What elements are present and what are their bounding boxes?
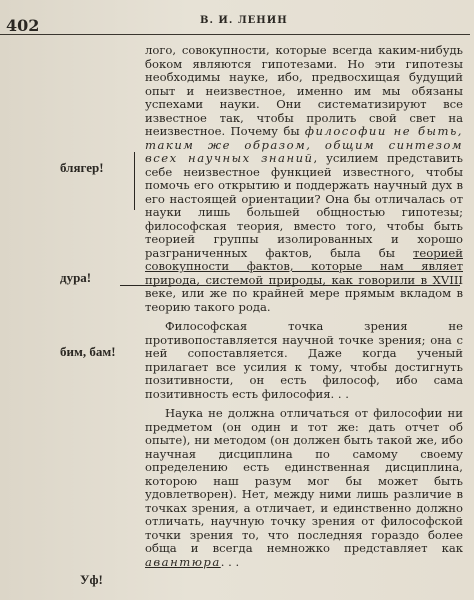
text-segment: Наука не должна отличаться от философии ни предметом (он один и тот же: дать отчет об опыте), ни методом (он должен быть такой же, ибо научная дисциплина по самому своему определению есть единственная дисциплина, которою наш разум мог бы может быть удовлетворен). Нет, между ними лишь различие в точках зрения, а отличает, и единственно должно отличать, научную точку зрения от философской точки зрения то, что последняя гораздо более обща и всегда немножко представляет как [145, 406, 463, 555]
margin-vertical-mark [134, 152, 135, 210]
text-segment: авантюра [145, 554, 221, 569]
header-rule [0, 34, 470, 35]
text-segment: теорией совокупности фактов, которые нам являет природа, системой природы [145, 245, 463, 287]
text-segment: Философская точка зрения не противопоставляется научной точке зрения; она с ней сопоставляется. Даже когда ученый прилагает все усилия к тому, чтобы достигнуть позитивности, он есть философ, ибо сама позитивность есть философия. . . [145, 319, 463, 401]
text-segment: лого, совокупности, которые всегда каким-нибудь боком являются гипотезами. Но эти гипотезы необходимы науке, ибо, предвосхищая будущий опыт и неизвестное, именно им мы обязаны успехами науки. Они систематизируют все известное так, чтобы пролить свой свет на неизвестное. Почему бы [145, 43, 463, 138]
margin-note-3: бим, бам! [60, 344, 116, 359]
paragraph-3 [145, 407, 463, 569]
text-segment: . . . [220, 554, 240, 569]
text-segment: , усилием представить себе неизвестное функцией известного, чтобы помочь его открытию и поддержать научный дух в его настоящей ориентации? Она бы отличалась от науки лишь большей общностью гипотезы; философская теория, вместо того, чтобы быть теорией группы изолированных и хорошо разграниченных фактов, была бы [145, 151, 463, 260]
running-title: В. И. ЛЕНИН [200, 15, 288, 26]
margin-note-1: блягер! [60, 160, 104, 175]
body-text [145, 44, 463, 569]
margin-note-2: дура! [60, 270, 92, 285]
margin-note-4: Уф! [80, 572, 103, 587]
text-segment: , как говорили в XVIII веке, или же по крайней мере прямым вкладом в теорию такого рода. [145, 272, 464, 314]
paragraph-1 [145, 44, 463, 314]
paragraph-2 [145, 320, 463, 401]
page-number: 402 [6, 16, 40, 35]
text-segment: философии не быть, таким же образом, общим синтезом всех научных знаний [145, 124, 463, 165]
